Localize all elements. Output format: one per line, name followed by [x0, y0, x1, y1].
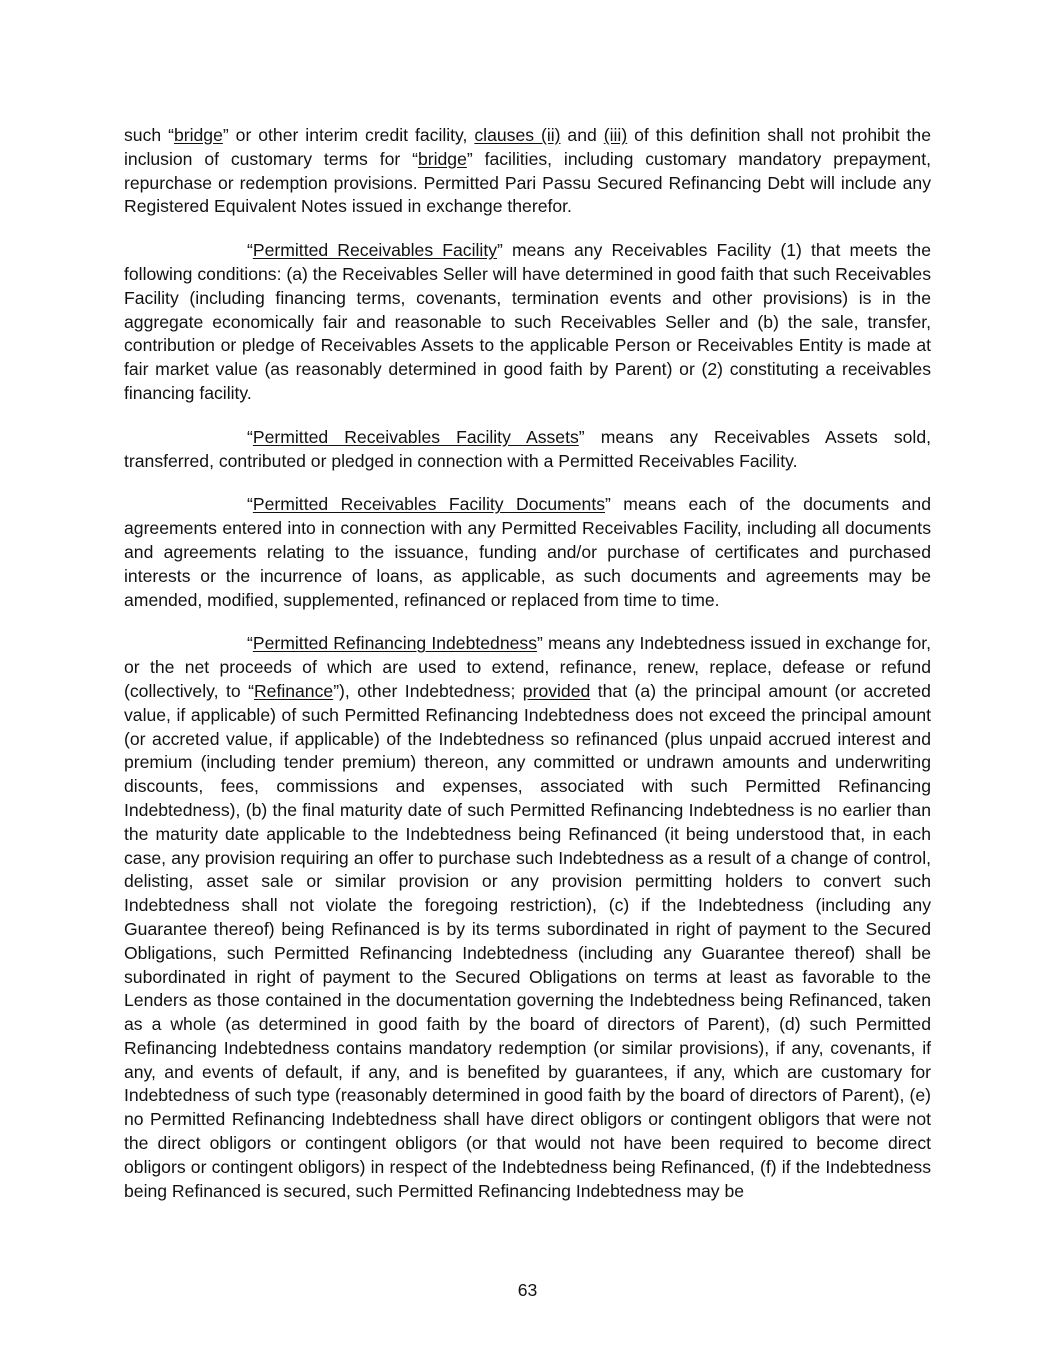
defined-term: Permitted Receivables Facility: [252, 240, 498, 261]
defined-term: Permitted Receivables Facility Documents: [252, 494, 606, 515]
document-body: [124, 124, 931, 1223]
defined-term-refinance: Refinance: [253, 680, 334, 701]
proviso-keyword: provided: [522, 680, 591, 701]
defined-term-bridge: bridge: [173, 125, 223, 145]
clause-reference-ii: clauses (ii): [474, 125, 561, 145]
definition-permitted-receivables-facility-documents: “Permitted Receivables Facility Documents” means each of the documents and agreements entered into in connection with any Permitted Receivables Facility, including all documents and agreements relating to the issuance, funding and/or purchase of certificates and purchased interests or the incurrence of loans, as applicable, as such documents and agreements may be amended, modified, supplemented, refinanced or replaced from time to time.: [124, 494, 931, 610]
page-number: 63: [517, 1280, 538, 1300]
definition-permitted-refinancing-indebtedness: “Permitted Refinancing Indebtedness” means any Indebtedness issued in exchange for, or the net proceeds of which are used to extend, refinance, renew, replace, defease or refund (collectively, to “Refinance”), other Indebtedness; provided that (a) the principal amount (or accreted value, if applicable) of such Permitted Refinancing Indebtedness does not exceed the principal amount (or accreted value, if applicable) of the Indebtedness so refinanced (plus unpaid accrued interest and premium (including tender premium) thereon, any committed or undrawn amounts and underwriting discounts, fees, commissions and expenses, associated with such Permitted Refinancing Indebtedness), (b) the final maturity date of such Permitted Refinancing Indebtedness is no earlier than the maturity date applicable to the Indebtedness being Refinanced (it being understood that, in each case, any provision requiring an offer to purchase such Indebtedness as a result of a change of control, delisting, asset sale or similar provision or any provision permitting holders to convert such Indebtedness shall not violate the foregoing restriction), (c) if the Indebtedness (including any Guarantee thereof) being Refinanced is by its terms subordinated in right of payment to the Secured Obligations, such Permitted Refinancing Indebtedness (including any Guarantee thereof) shall be subordinated in right of payment to the Secured Obligations on terms at least as favorable to the Lenders as those contained in the documentation governing the Indebtedness being Refinanced, taken as a whole (as determined in good faith by the board of directors of Parent), (d) such Permitted Refinancing Indebtedness contains mandatory redemption (or similar provisions), if any, covenants, if any, and events of default, if any, and is benefited by guarantees, if any, which are customary for Indebtedness of such type (reasonably determined in good faith by the board of directors of Parent), (e) no Permitted Refinancing Indebtedness shall have direct obligors or contingent obligors that were not the direct obligors or contingent obligors (or that would not have been required to become direct obligors or contingent obligors) in respect of the Indebtedness being Refinanced, (f) if the Indebtedness being Refinanced is secured, such Permitted Refinancing Indebtedness may be: [124, 633, 932, 1201]
paragraph-bridge-continuation: such “bridge” or other interim credit facility, clauses (ii) and (iii) of this definition shall not prohibit the inclusion of customary terms for “bridge” facilities, including customary mandatory prepayment, repurchase or redemption provisions. Permitted Pari Passu Secured Refinancing Debt will include any Registered Equivalent Notes issued in exchange therefor.: [124, 125, 932, 217]
defined-term-bridge: bridge: [417, 148, 467, 169]
defined-term: Permitted Refinancing Indebtedness: [252, 633, 538, 654]
definition-permitted-receivables-facility-assets: “Permitted Receivables Facility Assets” means any Receivables Assets sold, transferred, contributed or pledged in connection with a Permitted Receivables Facility.: [124, 426, 932, 471]
definition-permitted-receivables-facility: “Permitted Receivables Facility” means any Receivables Facility (1) that meets the following conditions: (a) the Receivables Seller will have determined in good faith that such Receivables Facility (including financing terms, covenants, termination events and other provisions) is in the aggregate economically fair and reasonable to such Receivables Seller and (b) the sale, transfer, contribution or pledge of Receivables Assets to the applicable Person or Receivables Entity is made at fair market value (as reasonably determined in good faith by Parent) or (2) constituting a receivables financing facility.: [124, 240, 931, 403]
clause-reference-iii: (iii): [603, 125, 628, 145]
defined-term: Permitted Receivables Facility Assets: [252, 426, 579, 447]
